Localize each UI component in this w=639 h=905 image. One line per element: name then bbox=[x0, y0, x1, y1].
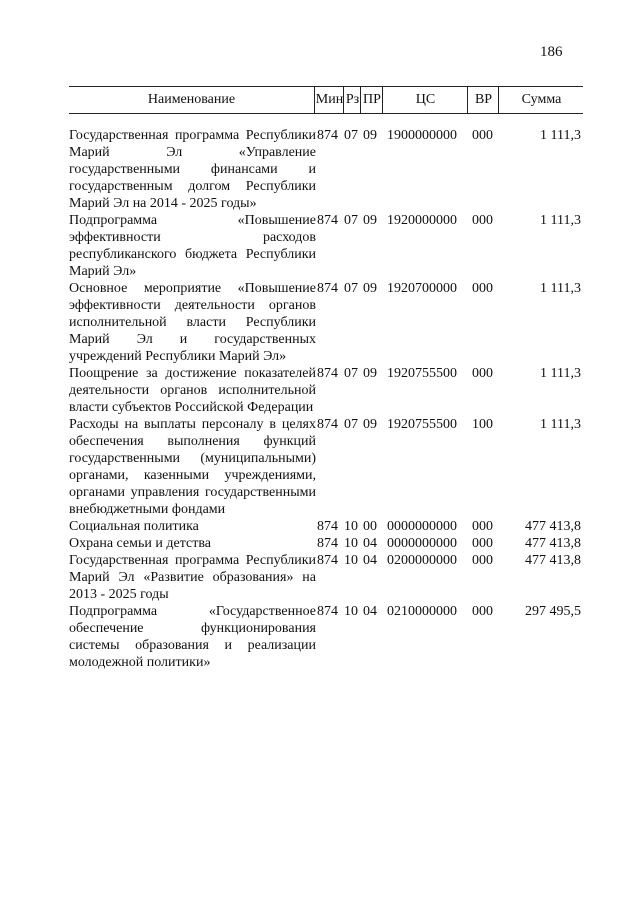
row-cs: 0000000000 bbox=[387, 536, 457, 551]
row-vr: 000 bbox=[472, 536, 493, 551]
row-cs: 1920700000 bbox=[387, 281, 457, 296]
row-cs: 1920755500 bbox=[387, 417, 457, 432]
header-name: Наименование bbox=[147, 92, 236, 107]
row-pr: 09 bbox=[363, 366, 377, 381]
row-sum: 477 413,8 bbox=[525, 553, 581, 568]
row-min: 874 bbox=[317, 519, 338, 534]
table-row bbox=[69, 212, 583, 280]
table-row bbox=[69, 280, 583, 365]
header-min: Мин bbox=[314, 87, 344, 113]
row-name: Расходы на выплаты персоналу в целях обеспечения выполнения функций государственными (муниципальными) органами, казенными учреждениями, органами управления государственными внебюджетными фондами bbox=[69, 417, 316, 517]
table-row bbox=[69, 518, 583, 535]
row-name: Государственная программа Республики Марий Эл «Управление государственными финансами и государственным долгом Республики Марий Эл на 2014 - 2025 годы» bbox=[69, 128, 316, 211]
row-pr: 04 bbox=[363, 536, 377, 551]
row-sum: 477 413,8 bbox=[525, 536, 581, 551]
row-rz: 07 bbox=[344, 281, 358, 296]
row-cs: 1900000000 bbox=[387, 128, 457, 143]
header-rz: Рз bbox=[343, 87, 361, 113]
row-pr: 09 bbox=[363, 213, 377, 228]
header-cs: ЦС bbox=[382, 87, 468, 113]
row-sum: 477 413,8 bbox=[525, 519, 581, 534]
row-rz: 10 bbox=[344, 536, 358, 551]
page-number: 186 bbox=[540, 44, 563, 60]
row-pr: 09 bbox=[363, 417, 377, 432]
row-name: Поощрение за достижение показателей деятельности органов исполнительной власти субъектов Российской Федерации bbox=[69, 366, 316, 415]
row-vr: 000 bbox=[472, 604, 493, 619]
row-vr: 000 bbox=[472, 366, 493, 381]
row-min: 874 bbox=[317, 536, 338, 551]
row-cs: 0200000000 bbox=[387, 553, 457, 568]
row-rz: 07 bbox=[344, 417, 358, 432]
row-vr: 100 bbox=[472, 417, 493, 432]
header-vr: ВР bbox=[467, 87, 499, 113]
row-name: Подпрограмма «Повышение эффективности расходов республиканского бюджета Республики Марий Эл» bbox=[69, 213, 316, 279]
row-vr: 000 bbox=[472, 281, 493, 296]
row-pr: 04 bbox=[363, 604, 377, 619]
table-row bbox=[69, 552, 583, 603]
row-rz: 07 bbox=[344, 366, 358, 381]
row-cs: 0210000000 bbox=[387, 604, 457, 619]
row-pr: 04 bbox=[363, 553, 377, 568]
row-min: 874 bbox=[317, 281, 338, 296]
table-row bbox=[69, 535, 583, 552]
table-row bbox=[69, 127, 583, 212]
row-sum: 1 111,3 bbox=[540, 366, 581, 381]
table-header bbox=[69, 86, 583, 114]
row-vr: 000 bbox=[472, 553, 493, 568]
row-name: Подпрограмма «Государственное обеспечение функционирования системы образования и реализации молодежной политики» bbox=[69, 604, 316, 670]
row-min: 874 bbox=[317, 417, 338, 432]
row-pr: 09 bbox=[363, 281, 377, 296]
row-rz: 07 bbox=[344, 213, 358, 228]
header-sum: Сумма bbox=[498, 87, 584, 113]
row-pr: 00 bbox=[363, 519, 377, 534]
row-min: 874 bbox=[317, 604, 338, 619]
row-name: Охрана семьи и детства bbox=[69, 536, 211, 551]
table-body bbox=[69, 127, 583, 671]
row-min: 874 bbox=[317, 366, 338, 381]
row-cs: 1920000000 bbox=[387, 213, 457, 228]
row-rz: 10 bbox=[344, 553, 358, 568]
row-sum: 1 111,3 bbox=[540, 128, 581, 143]
row-name: Основное мероприятие «Повышение эффективности деятельности органов исполнительной власти Республики Марий Эл и государственных учреждений Республики Марий Эл» bbox=[69, 281, 316, 364]
table-row bbox=[69, 365, 583, 416]
row-min: 874 bbox=[317, 128, 338, 143]
row-sum: 297 495,5 bbox=[525, 604, 581, 619]
table-row bbox=[69, 416, 583, 518]
row-pr: 09 bbox=[363, 128, 377, 143]
row-name: Государственная программа Республики Марий Эл «Развитие образования» на 2013 - 2025 годы bbox=[69, 553, 316, 602]
row-rz: 10 bbox=[344, 519, 358, 534]
row-rz: 07 bbox=[344, 128, 358, 143]
row-rz: 10 bbox=[344, 604, 358, 619]
row-min: 874 bbox=[317, 553, 338, 568]
row-cs: 1920755500 bbox=[387, 366, 457, 381]
row-sum: 1 111,3 bbox=[540, 417, 581, 432]
row-vr: 000 bbox=[472, 213, 493, 228]
row-min: 874 bbox=[317, 213, 338, 228]
row-sum: 1 111,3 bbox=[540, 213, 581, 228]
header-pr: ПР bbox=[360, 87, 383, 113]
row-vr: 000 bbox=[472, 519, 493, 534]
row-sum: 1 111,3 bbox=[540, 281, 581, 296]
row-cs: 0000000000 bbox=[387, 519, 457, 534]
row-vr: 000 bbox=[472, 128, 493, 143]
table-row bbox=[69, 603, 583, 671]
row-name: Социальная политика bbox=[69, 519, 199, 534]
